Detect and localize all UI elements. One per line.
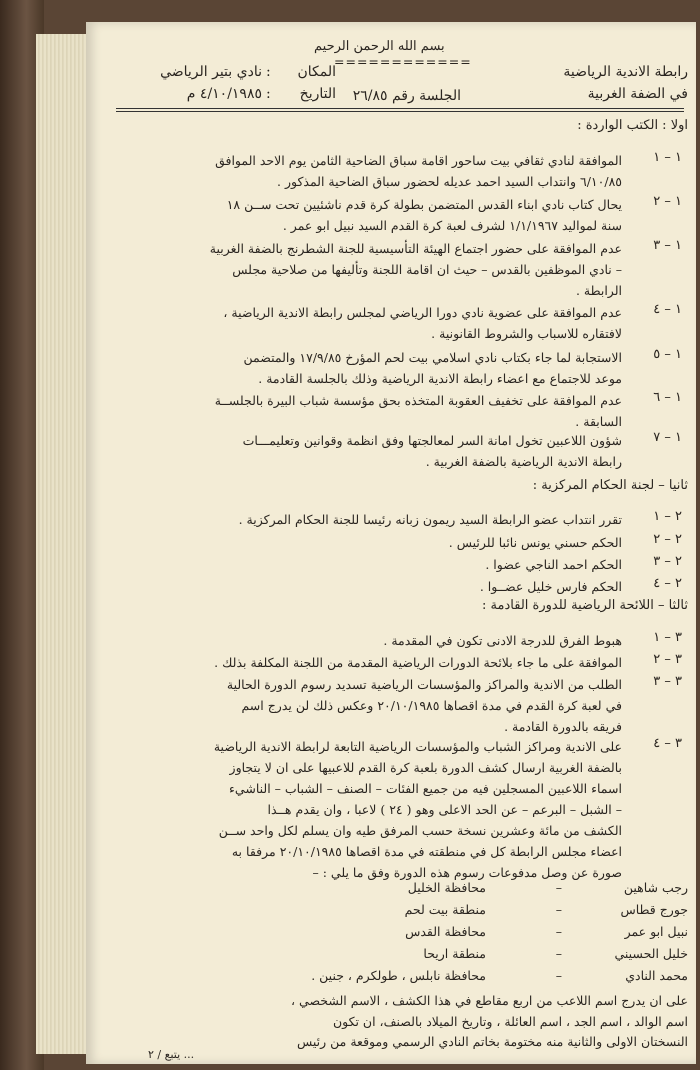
item-number: ٢ – ٢ — [653, 532, 682, 547]
contact-name: نبيل ابو عمر — [624, 924, 688, 939]
item-number: ٣ – ١ — [653, 630, 682, 645]
footer-line: اسم الوالد ، اسم الجد ، اسم العائلة ، وتاريخ الميلاد بالصنف، ان تكون — [332, 1014, 688, 1029]
list-item: ١ – ٦ عدم الموافقة على تخفيف العقوبة المتخذه بحق مؤسسة شباب البيرة بالجلســة السابقة . — [214, 390, 682, 429]
list-item: ٢ – ٤ الحكم فارس خليل عضــوا . — [479, 576, 682, 594]
section-heading: ثالثا – اللائحة الرياضية للدورة القادمة : — [482, 598, 688, 613]
section-heading: ثانيا – لجنة الحكام المركزية : — [532, 478, 688, 493]
continued-note: يتبع / ٢ ... — [148, 1048, 195, 1061]
footer-line: النسختان الاولى والثانية منه مختومة بخاتم النادي الرسمي وموقعة من رئيس — [296, 1034, 688, 1049]
date-label: التاريخ — [299, 86, 336, 102]
item-number: ٢ – ١ — [653, 509, 682, 524]
list-item: ٣ – ٢ الموافقة على ما جاء بلائحة الدورات الرياضية المقدمة من اللجنة المكلفة بذلك . — [214, 652, 682, 670]
contact-region: محافظة الخليل — [407, 880, 486, 895]
date-value: ٤/١٠/١٩٨٥ م — [186, 86, 262, 102]
item-number: ١ – ٤ — [653, 302, 682, 317]
contact-name: جورج قطاس — [620, 902, 688, 917]
item-number: ٢ – ٤ — [653, 576, 682, 591]
item-number: ٣ – ٤ — [653, 736, 682, 751]
item-number: ١ – ٧ — [653, 430, 682, 445]
list-item: ٣ – ٣ الطلب من الاندية والمراكز والمؤسسات الرياضية تسديد رسوم الدورة الحالية في لعبة كرة القدم في مدة اقصاها ٢٠/١٠/١٩٨٥ وعكس ذلك لن يدرج اسم فريقه بالدورة القادمة . — [226, 674, 682, 734]
contact-name: محمد النادي — [625, 968, 688, 983]
org-name: رابطة الاندية الرياضية — [563, 64, 688, 80]
basmala-underline: ============ — [334, 54, 472, 69]
list-item: ١ – ٧ شؤون اللاعبين تخول امانة السر لمعالجتها وفق انظمة وقوانين وتعليمـــات رابطة الاندية الرياضية بالضفة الغربية . — [242, 430, 682, 469]
contact-name: خليل الحسيني — [614, 946, 688, 961]
list-item: ٢ – ٣ الحكم احمد الناجي عضوا . — [485, 554, 682, 572]
contact-region: منطقة بيت لحم — [404, 902, 486, 917]
item-number: ١ – ٦ — [653, 390, 682, 405]
contact-region: منطقة اريحا — [423, 946, 486, 961]
list-item: ٣ – ٤ على الاندية ومراكز الشباب والمؤسسات الرياضية التابعة لرابطة الاندية الرياضية بالضفة الغربية ارسال كشف الدورة بلعبة كرة القدم للاعبيها على ان لا يتجاوز اسماء اللاعبين المسجلين فيه من جميع الفئات – الصنف – الشباب – الناشيء – الشبل – البرعم – عن الحد الاعلى وهو ( ٢٤ ) لاعبا ، وان يقدم هــذا الكشف من مائة وعشرين نسخة حسب المرفق طيه وان يسلم لكل واحد ســن اعضاء مجلس الرابطة كل في منطقته في مدة اقصاها ٢٠/١٠/١٩٨٥ مرفقا به صورة عن وصل مدفوعات رسوم هذه الدورة وفق ما يلي : – — [213, 736, 682, 880]
contact-name: رجب شاهين — [623, 880, 688, 895]
place-label: المكان — [297, 64, 336, 80]
session-number: الجلسة رقم ٢٦/٨٥ — [352, 88, 461, 104]
contact-region: محافظة نابلس ، طولكرم ، جنين . — [311, 968, 486, 983]
list-item: ١ – ١ الموافقة لنادي ثقافي بيت ساحور اقامة سباق الضاحية الثامن يوم الاحد الموافق ٦/١٠/٨٥ وانتداب السيد احمد عديله لحضور سباق الضاحية المذكور . — [215, 150, 682, 189]
footer-line: على ان يدرج اسم اللاعب من اربع مقاطع في هذا الكشف ، الاسم الشخصي ، — [291, 993, 688, 1008]
item-number: ٢ – ٣ — [653, 554, 682, 569]
list-item: ١ – ٤ عدم الموافقة على عضوية نادي دورا الرياضي لمجلس رابطة الاندية الرياضية ، لافتقاره للاسباب والشروط القانونية . — [223, 302, 682, 341]
header-rule — [116, 108, 684, 109]
item-number: ١ – ٢ — [653, 194, 682, 209]
item-number: ٣ – ٣ — [653, 674, 682, 689]
contact-region: محافظة القدس — [405, 924, 486, 939]
section-heading: اولا : الكتب الواردة : — [577, 118, 688, 133]
document-page: بسم الله الرحمن الرحيم ============ رابطة الاندية الرياضية في الضفة الغربية الجلسة رقم ٢٦/٨٥ المكان : نادي بتير الرياضي التاريخ : ٤/١٠/١٩٨٥ م اولا : الكتب الواردة : ١ – ١ الموافقة لنادي ثقافي بيت ساحور اقامة سباق الضاحية الثامن يوم الاحد الموافق ٦/١٠/٨٥ وانتداب السيد احمد عديله لحضور سباق الضاحية المذكور . ١ – ٢ يحال كتاب نادي ابناء القدس المتضمن بطولة كرة قدم ناشئيين تحت ســن ١٨ سنة لمواليد ١/١/١٩٦٧ لشرف لعبة كرة القدم السيد نبيل ابو عمر . ١ – ٣ عدم الموافقة على حضور اجتماع الهيئة التأسيسية للجنة الشطرنج بالضفة الغربية – نادي الموظفين بالقدس – حيث ان اقامة اللجنة وتأليفها من صلاحية مجلس الرابطة . ١ – ٤ عدم الموافقة على عضوية نادي دورا الرياضي لمجلس رابطة الاندية الرياضية ، لافتقاره للاسباب والشروط القانونية . ١ – ٥ الاستجابة لما جاء بكتاب نادي اسلامي بيت لحم المؤرخ ١٧/٩/٨٥ والمتضمن موعد للاجتماع مع اعضاء رابطة الاندية الرياضية وذلك بالجلسة القادمة . ١ – ٦ عدم الموافقة على تخفيف العقوبة المتخذه بحق مؤسسة شباب البيرة بالجلســة السابقة . ١ – ٧ شؤون اللاعبين تخول امانة السر لمعالجتها وفق انظمة وقوانين وتعليمـــات رابطة الاندية الرياضية بالضفة الغربية . ثانيا – لجنة الحكام المركزية : ٢ – ١ تقرر انتداب عضو الرابطة السيد ريمون زبانه رئيسا للجنة الحكام المركزية . ٢ – ٢ الحكم حسني يونس نائبا للرئيس . ٢ – ٣ الحكم احمد الناجي عضوا . ٢ – ٤ الحكم فارس خليل عضــوا . ثالثا – اللائحة الرياضية للدورة القادمة : ٣ – ١ هبوط الفرق للدرجة الادنى تكون في المقدمة . ٣ – ٢ الموافقة على ما جاء بلائحة الدورات الرياضية المقدمة من اللجنة المكلفة بذلك . ٣ – ٣ الطلب من الاندية والمراكز والمؤسسات الرياضية تسديد رسوم الدورة الحالية في لعبة كرة القدم في مدة اقصاها ٢٠/١٠/١٩٨٥ وعكس ذلك لن يدرج اسم فريقه بالدورة القادمة . ٣ – ٤ على الاندية ومراكز الشباب والمؤسسات الرياضية التابعة لرابطة الاندية الرياضية بالضفة الغربية ارسال كشف الدورة بلعبة كرة القدم للاعبيها على ان لا يتجاوز اسماء اللاعبين المسجلين فيه من جميع الفئات – الصنف – الشباب – الناشيء – الشبل – البرعم – عن الحد الاعلى وهو ( ٢٤ ) لاعبا ، وان يقدم هــذا الكشف من مائة وعشرين نسخة حسب المرفق طيه وان يسلم لكل واحد ســن اعضاء مجلس الرابطة كل في منطقته في مدة اقصاها ٢٠/١٠/١٩٨٥ مرفقا به صورة عن وصل مدفوعات رسوم هذه الدورة وفق ما يلي : – رجب شاهين – محافظة الخليل جورج قطاس – منطقة بيت لحم نبيل ابو عمر – محافظة القدس خليل الحسيني – منطقة اريحا محمد النادي – محافظة نابلس ، طولكرم ، جنين . على ان يدرج اسم اللاعب من اربع مقاطع في هذا الكشف ، الاسم الشخصي ، اسم الوالد ، اسم الجد ، اسم العائلة ، وتاريخ الميلاد بالصنف، ان تكون النسختان الاولى والثانية منه مختومة بخاتم النادي الرسمي وموقعة من رئيس يتبع / ٢ ... — [86, 22, 696, 1064]
basmala: بسم الله الرحمن الرحيم — [314, 39, 445, 54]
item-number: ١ – ١ — [653, 150, 682, 165]
list-item: ٢ – ١ تقرر انتداب عضو الرابطة السيد ريمون زبانه رئيسا للجنة الحكام المركزية . — [238, 509, 682, 527]
item-number: ٣ – ٢ — [653, 652, 682, 667]
list-item: ١ – ٥ الاستجابة لما جاء بكتاب نادي اسلامي بيت لحم المؤرخ ١٧/٩/٨٥ والمتضمن موعد للاجتماع مع اعضاء رابطة الاندية الرياضية وذلك بالجلسة القادمة . — [243, 347, 682, 386]
page-edges — [36, 34, 90, 1054]
org-region: في الضفة الغربية — [587, 86, 688, 102]
list-item: ١ – ٣ عدم الموافقة على حضور اجتماع الهيئة التأسيسية للجنة الشطرنج بالضفة الغربية – نادي الموظفين بالقدس – حيث ان اقامة اللجنة وتأليفها من صلاحية مجلس الرابطة . — [209, 238, 682, 298]
list-item: ٢ – ٢ الحكم حسني يونس نائبا للرئيس . — [448, 532, 682, 550]
list-item: ٣ – ١ هبوط الفرق للدرجة الادنى تكون في المقدمة . — [383, 630, 682, 648]
item-number: ١ – ٥ — [653, 347, 682, 362]
list-item: ١ – ٢ يحال كتاب نادي ابناء القدس المتضمن بطولة كرة قدم ناشئيين تحت ســن ١٨ سنة لمواليد ١/١/١٩٦٧ لشرف لعبة كرة القدم السيد نبيل ابو عمر . — [226, 194, 682, 233]
item-number: ١ – ٣ — [653, 238, 682, 253]
place-value: نادي بتير الرياضي — [160, 64, 262, 80]
